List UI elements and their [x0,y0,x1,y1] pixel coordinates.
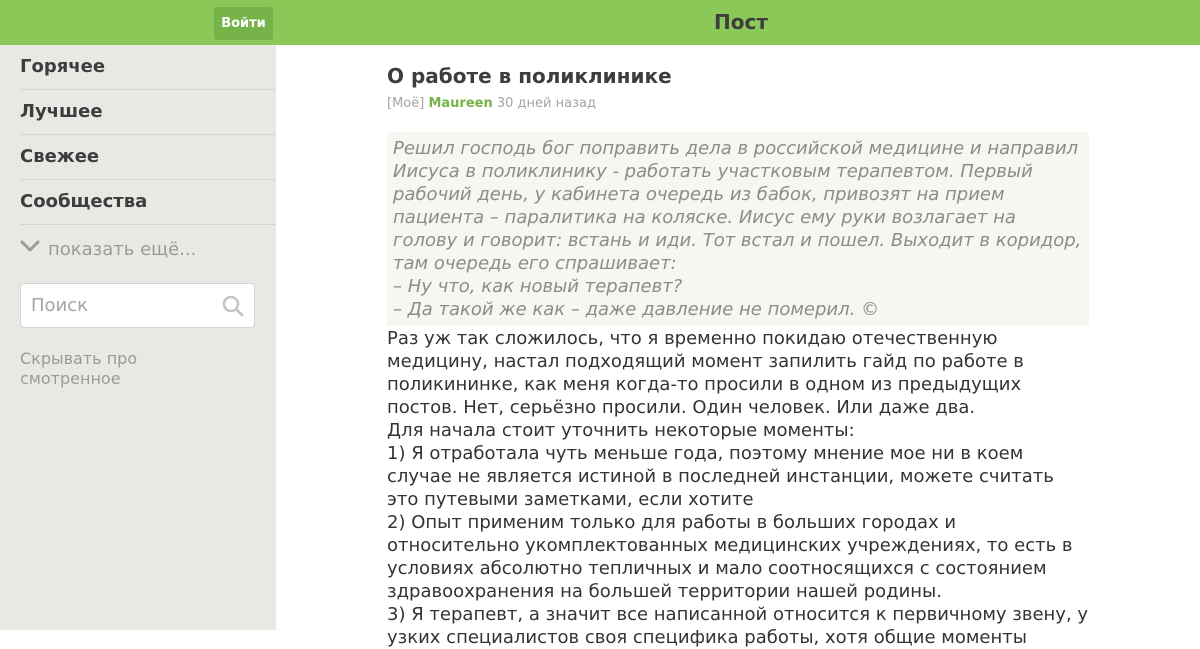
post-body: Раз уж так сложилось, что я временно покидаю отечественную медицину, настал подходящий момент запилить гайд по работе в поликининке, как меня когда-то просили в одном из предыдущих постов. Нет, серьёзно просили. Один человек. Или даже два. Для начала стоит уточнить некоторые моменты: 1) Я отработала чуть меньше года, поэтому мнение мое ни в коем случае не является истиной в последней инстанции, можете считать это путевыми заметками, если хотите 2) Опыт применим только для работы в больших городах и относительно укомплектованных медицинских учреждениях, то есть в условиях абсолютно тепличных и мало соотносящихся с состоянием здравоохранения на большей территории нашей родины. 3) Я терапевт, а значит все написанной относится к первичному звену, у узких специалистов своя специфика работы, хотя общие моменты [387,328,1089,648]
sidebar-item-communities[interactable]: Сообщества [20,180,276,225]
sidebar-item-hot[interactable]: Горячее [20,45,276,90]
chevron-down-icon [20,223,40,273]
show-more-label: показать ещё... [48,239,197,260]
sidebar [0,45,276,630]
hide-viewed-toggle[interactable]: Скрывать просмотренное [20,349,138,388]
search-input[interactable] [21,284,211,327]
top-bar [0,0,1200,45]
post-content [387,45,1089,649]
search-box [20,283,255,328]
post-tag[interactable]: [Моё] [387,96,425,111]
search-icon[interactable] [222,295,244,321]
login-button[interactable]: Войти [214,7,273,40]
post-title[interactable]: О работе в поликлинике [387,64,672,88]
post-meta [387,96,1089,112]
page-title: Пост [714,10,768,34]
show-more-toggle[interactable] [20,225,276,275]
sidebar-item-best[interactable]: Лучшее [20,90,276,135]
post-quote: Решил господь бог поправить дела в российской медицине и направил Иисуса в поликлинику - работать участковым терапевтом. Первый рабочий день, у кабинета очередь из бабок, привозят на прием пациента – паралитика на коляске. Иисус ему руки возлагает на голову и говорит: встань и иди. Тот встал и пошел. Выходит в коридор, там очередь его спрашивает: – Ну что, как новый терапевт? – Да такой же как – даже давление не померил. © [387,132,1089,326]
sidebar-item-fresh[interactable]: Свежее [20,135,276,180]
post-author[interactable]: Maureen [428,96,493,111]
post-time: 30 дней назад [496,96,596,111]
